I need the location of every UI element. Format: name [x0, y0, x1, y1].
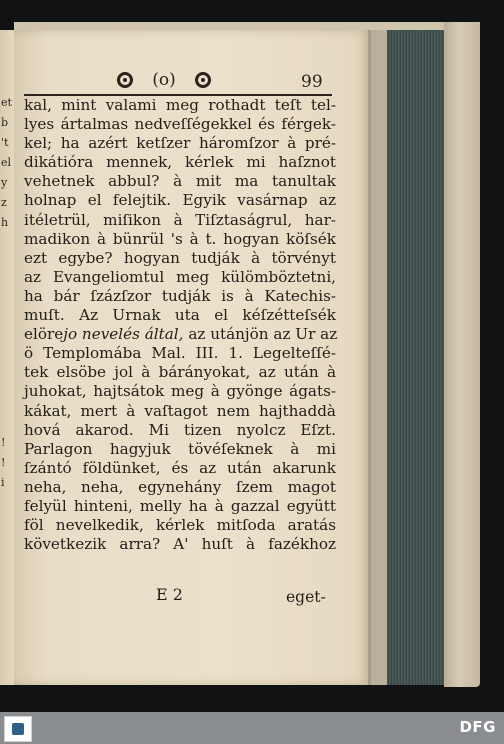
text-line: muſt. Az Urnak uta el kéſzétteſsék — [24, 306, 336, 325]
rosette-icon — [195, 72, 211, 88]
left-fragment: ! — [1, 436, 6, 449]
left-fragment: et — [1, 96, 12, 109]
text-line: következik arra? A' huſt à fazékhoz — [24, 535, 336, 554]
library-logo-mark — [12, 723, 24, 735]
text-line: ſzántó földünket, és az után akarunk — [24, 458, 336, 477]
text-line: kákat, mert à vaſtagot nem hajthaddà — [24, 401, 336, 420]
text-line: ö Templomába Mal. III. 1. Legelteſſé- — [24, 344, 336, 363]
viewer-footer-bar — [0, 712, 504, 744]
text-line: felyül hinteni, melly ha à gazzal együtt — [24, 496, 336, 515]
text-line: föl nevelkedik, kérlek mitſoda aratás — [24, 516, 336, 535]
text-line: neha, neha, egynehány ſzem magot — [24, 477, 336, 496]
catchword: eget- — [286, 588, 326, 606]
text-line: dikátióra mennek, kérlek mi haſznot — [24, 153, 336, 172]
body-text — [24, 96, 336, 554]
signature-mark: E 2 — [156, 585, 183, 604]
text-line: kal, mint valami meg rothadt teſt tel- — [24, 96, 336, 114]
ornament-center-icon: (o) — [152, 70, 176, 90]
left-fragment: el — [1, 156, 12, 169]
italic-phrase: jo nevelés által, — [63, 325, 184, 344]
left-fragment: h — [1, 216, 9, 229]
left-fragment: i — [1, 476, 5, 489]
left-fragment: z — [1, 196, 7, 209]
text-line: ha bár ſzázſzor tudják is à Katechis- — [24, 286, 336, 305]
left-fragment: 't — [1, 136, 9, 149]
text-line: az Evangeliomtul meg külömböztetni, — [24, 267, 336, 286]
library-logo-icon[interactable] — [4, 716, 32, 742]
page-edges — [368, 30, 447, 685]
page-number: 99 — [301, 72, 323, 92]
text-line: madikon à bünrül 's à t. hogyan köſsék — [24, 229, 336, 248]
text-line: holnap el felejtik. Egyik vasárnap az — [24, 191, 336, 210]
text-line: vehetnek abbul? à mit ma tanultak — [24, 172, 336, 191]
text-line: hová akarod. Mi tizen nyolcz Eſzt. — [24, 420, 336, 439]
dfg-logo[interactable]: DFG — [459, 718, 496, 736]
left-fragment: b — [1, 116, 9, 129]
left-fragment: y — [1, 176, 8, 189]
text-line: ezt egybe? hogyan tudják à törvényt — [24, 248, 336, 267]
text-line: juhokat, hajtsátok meg à gyönge ágats- — [24, 382, 336, 401]
left-fragment: ! — [1, 456, 6, 469]
rosette-icon — [117, 72, 133, 88]
text-line: itéletrül, miſikon à Tiſztaságrul, har- — [24, 210, 336, 229]
header-ornament — [117, 70, 211, 90]
text-line: tek elsöbe jol à bárányokat, az után à — [24, 363, 336, 382]
book-cover — [444, 22, 480, 687]
text-line: Parlagon hagyjuk tövéſeknek à mi — [24, 439, 336, 458]
text-line-with-italic — [24, 325, 336, 344]
text-fragment: elöre — [24, 325, 64, 344]
text-fragment: az utánjön az Ur az — [188, 325, 338, 344]
text-line: kel; ha azért ketſzer háromſzor à pré- — [24, 134, 336, 153]
text-line: lyes ártalmas nedveſſégekkel és férgek- — [24, 115, 336, 134]
